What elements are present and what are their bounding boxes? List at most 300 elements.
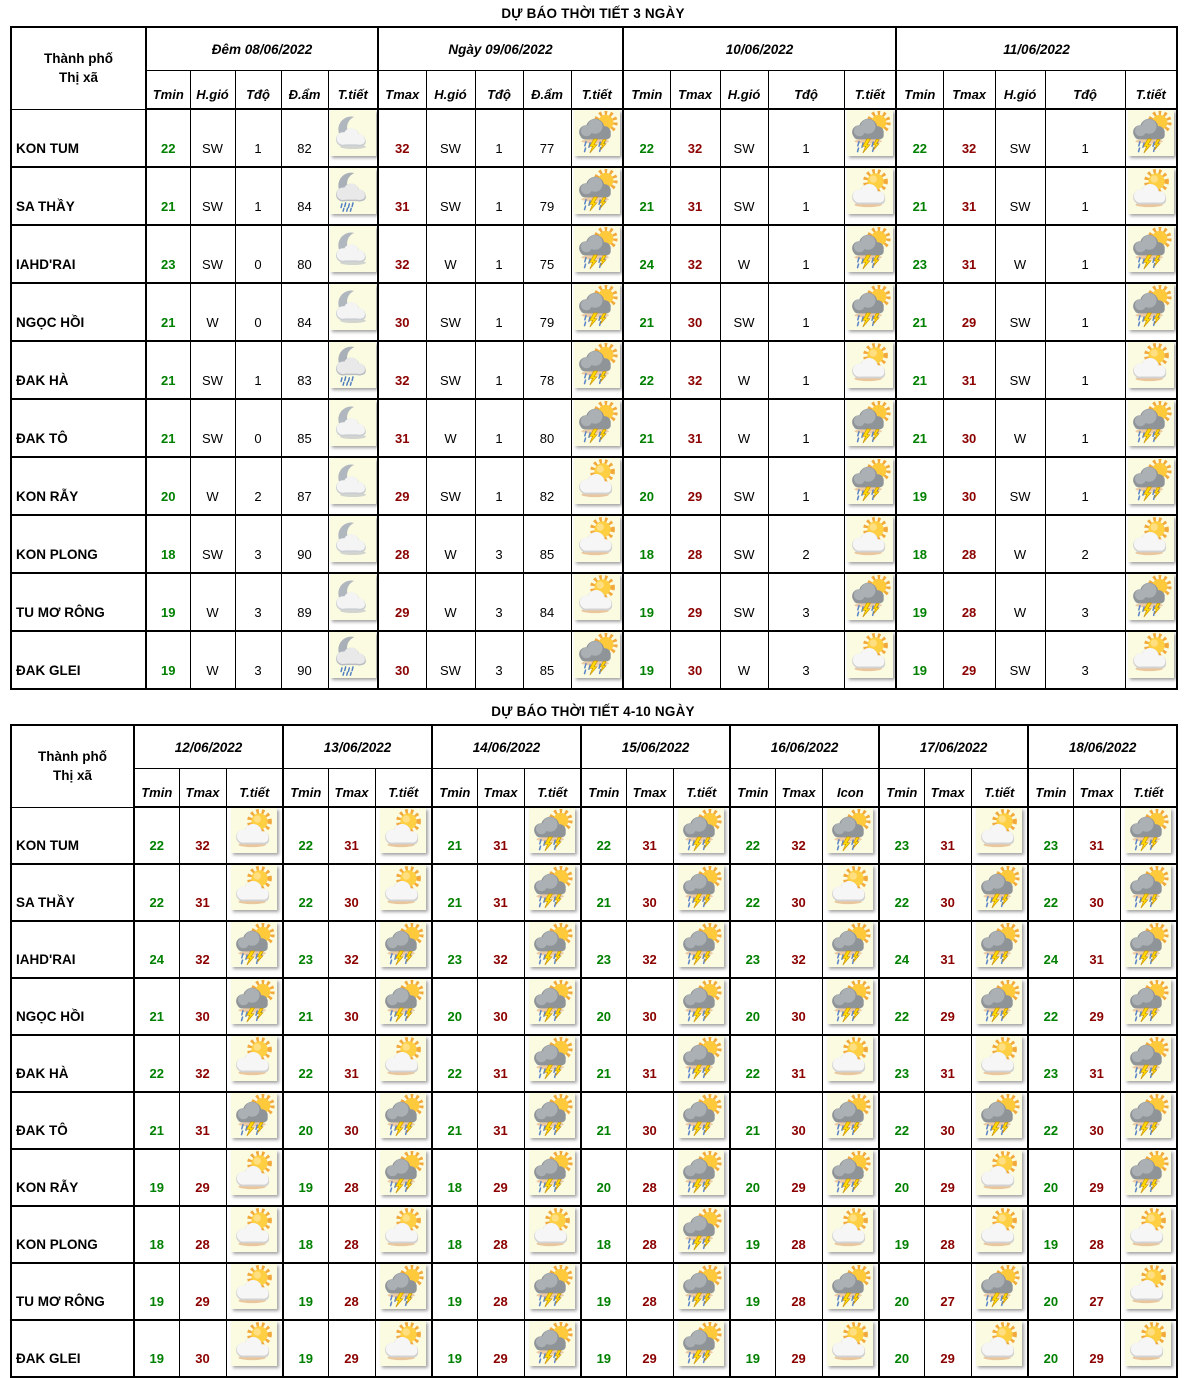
weather-icon-cell [844,399,896,457]
weather-icon-cell [1125,341,1177,399]
thunderstorm-icon [847,110,893,156]
tmax-cell: 29 [378,573,426,631]
humidity-cell: 89 [281,573,328,631]
tmin-cell: 18 [432,1206,477,1263]
table-row [11,921,1177,978]
thunderstorm-icon [1125,1093,1171,1138]
weather-icon-cell [844,457,896,515]
tmin-cell: 24 [623,225,670,283]
thunderstorm-icon [380,1093,426,1138]
night-cloud-icon [330,458,376,504]
sun-cloud-icon [574,574,620,620]
weather-icon-cell [328,399,378,457]
weather-icon-cell [328,515,378,573]
forecast-3day-title: DỰ BÁO THỜI TIẾT 3 NGÀY [501,6,685,21]
weather-icon-cell [844,631,896,689]
tmin-cell: 19 [896,457,943,515]
thunderstorm-icon [678,1150,724,1195]
thunderstorm-icon [976,922,1022,967]
weather-icon-cell [673,1035,730,1092]
tmin-cell: 19 [1028,1206,1073,1263]
weather-icon-cell [328,283,378,341]
thunderstorm-icon [574,168,620,214]
wind-direction-cell: W [995,399,1045,457]
tmax-cell: 29 [1073,978,1120,1035]
tmax-cell: 30 [328,978,375,1035]
night-cloud-icon [330,284,376,330]
sun-cloud-icon [976,1036,1022,1081]
column-header: Tđộ [1045,71,1125,110]
weather-icon-cell [571,457,623,515]
weather-icon-cell [673,1149,730,1206]
city-cell: IAHD'RAI [11,921,134,978]
thunderstorm-icon [529,1264,575,1309]
tmin-cell: 21 [896,399,943,457]
tmin-cell: 23 [283,921,328,978]
wind-direction-cell: SW [995,167,1045,225]
column-header: T.tiết [1120,769,1177,808]
thunderstorm-icon [529,1321,575,1366]
column-header: Tmin [1028,769,1073,808]
tmin-cell: 21 [581,864,626,921]
city-cell: SA THẦY [11,167,146,225]
tmax-cell: 28 [328,1206,375,1263]
weather-icon-cell [226,1263,283,1320]
table-row [11,399,1177,457]
tmax-cell: 28 [943,573,995,631]
weather-icon-cell [971,1263,1028,1320]
tmax-cell: 30 [775,1092,822,1149]
table-row [11,573,1177,631]
thunderstorm-icon [574,632,620,678]
thunderstorm-icon [827,1150,873,1195]
wind-direction-cell: SW [720,457,768,515]
tmin-cell: 22 [432,1035,477,1092]
weather-icon-cell [328,457,378,515]
column-header: Tmin [146,71,190,110]
sun-cloud-icon [847,516,893,562]
tmax-cell: 28 [1073,1206,1120,1263]
weather-icon-cell [375,978,432,1035]
wind-direction-cell: W [190,283,235,341]
column-header: T.tiết [1125,71,1177,110]
thunderstorm-icon [678,808,724,853]
tmax-cell: 30 [626,978,673,1035]
weather-icon-cell [571,225,623,283]
thunderstorm-icon [976,865,1022,910]
tmin-cell: 23 [879,807,924,864]
table-row [11,1206,1177,1263]
thunderstorm-icon [1125,979,1171,1024]
weather-icon-cell [571,399,623,457]
weather-icon-cell [375,864,432,921]
wind-level-cell: 3 [475,515,523,573]
night-rain-icon [330,632,376,678]
wind-direction-cell: SW [995,457,1045,515]
thunderstorm-icon [1125,865,1171,910]
sun-cloud-icon [529,1207,575,1252]
weather-icon-cell [524,1263,581,1320]
tmin-cell: 21 [432,807,477,864]
tmin-cell: 19 [730,1206,775,1263]
weather-icon-cell [226,1092,283,1149]
weather-icon-cell [1125,457,1177,515]
column-header: Tđộ [768,71,844,110]
sun-cloud-icon [976,1207,1022,1252]
weather-icon-cell [524,864,581,921]
date-group-header: Đêm 08/06/2022 [146,27,378,71]
tmax-cell: 32 [943,109,995,167]
night-rain-icon [330,168,376,214]
weather-icon-cell [673,978,730,1035]
tmin-cell: 22 [146,109,190,167]
tmax-cell: 28 [328,1263,375,1320]
weather-icon-cell [524,1320,581,1377]
weather-icon-cell [524,978,581,1035]
tmax-cell: 29 [924,1320,971,1377]
wind-level-cell: 1 [475,283,523,341]
sun-cloud-icon [231,1264,277,1309]
column-header: Icon [822,769,879,808]
tmax-cell: 30 [775,978,822,1035]
weather-icon-cell [226,864,283,921]
tmin-cell: 20 [1028,1263,1073,1320]
thunderstorm-icon [678,1036,724,1081]
tmax-cell: 30 [328,1092,375,1149]
tmax-cell: 29 [775,1149,822,1206]
wind-direction-cell: SW [190,109,235,167]
humidity-cell: 78 [523,341,571,399]
sun-cloud-icon [976,808,1022,853]
tmin-cell: 21 [623,399,670,457]
date-group-header: 13/06/2022 [283,725,432,769]
city-cell: TU MƠ RÔNG [11,573,146,631]
weather-icon-cell [226,921,283,978]
thunderstorm-icon [1128,458,1174,504]
wind-level-cell: 1 [475,167,523,225]
weather-icon-cell [328,225,378,283]
tmin-cell: 19 [896,631,943,689]
weather-icon-cell [822,864,879,921]
sun-cloud-icon [827,1207,873,1252]
tmax-cell: 31 [775,1035,822,1092]
tmin-cell: 19 [432,1320,477,1377]
wind-level-cell: 1 [768,457,844,515]
tmin-cell: 21 [146,167,190,225]
weather-icon-cell [822,921,879,978]
thunderstorm-icon [678,1264,724,1309]
column-header: Tmax [1073,769,1120,808]
weather-icon-cell [1125,167,1177,225]
weather-icon-cell [844,167,896,225]
table-row [11,457,1177,515]
tmin-cell: 20 [879,1149,924,1206]
tmax-cell: 28 [626,1263,673,1320]
tmin-cell: 19 [134,1320,179,1377]
thunderstorm-icon [380,922,426,967]
humidity-cell: 90 [281,631,328,689]
sun-cloud-icon [1128,342,1174,388]
thunderstorm-icon [827,808,873,853]
wind-direction-cell: SW [720,109,768,167]
humidity-cell: 82 [523,457,571,515]
weather-icon-cell [673,807,730,864]
wind-level-cell: 1 [1045,283,1125,341]
weather-icon-cell [1120,1206,1177,1263]
humidity-cell: 85 [523,515,571,573]
tmax-cell: 31 [924,921,971,978]
tmin-cell: 19 [283,1263,328,1320]
humidity-cell: 85 [281,399,328,457]
wind-level-cell: 3 [235,573,281,631]
humidity-cell: 80 [281,225,328,283]
humidity-cell: 90 [281,515,328,573]
tmin-cell: 19 [146,573,190,631]
wind-direction-cell: SW [190,225,235,283]
tmax-cell: 30 [626,864,673,921]
city-cell: ĐAK GLEI [11,631,146,689]
wind-level-cell: 1 [475,109,523,167]
weather-icon-cell [226,807,283,864]
weather-icon-cell [226,1206,283,1263]
thunderstorm-icon [380,1264,426,1309]
column-header: Đ.ẩm [281,71,328,110]
tmin-cell: 23 [730,921,775,978]
tmin-cell: 21 [623,167,670,225]
date-group-header: 11/06/2022 [896,27,1177,71]
thunderstorm-icon [574,284,620,330]
tmin-cell: 21 [146,283,190,341]
weather-icon-cell [571,573,623,631]
table-row [11,1149,1177,1206]
tmin-cell: 18 [134,1206,179,1263]
weather-icon-cell [571,167,623,225]
wind-direction-cell: SW [720,515,768,573]
date-group-header: 12/06/2022 [134,725,283,769]
tmax-cell: 29 [924,978,971,1035]
tmax-cell: 28 [328,1149,375,1206]
tmax-cell: 31 [1073,921,1120,978]
city-cell: KON RẪY [11,1149,134,1206]
tmax-cell: 30 [943,457,995,515]
city-cell: ĐAK GLEI [11,1320,134,1377]
humidity-cell: 83 [281,341,328,399]
tmax-cell: 31 [670,167,720,225]
wind-direction-cell: W [426,573,475,631]
thunderstorm-icon [847,284,893,330]
tmax-cell: 31 [179,864,226,921]
table-row [11,807,1177,864]
weather-icon-cell [375,1206,432,1263]
tmax-cell: 32 [670,341,720,399]
thunderstorm-icon [1128,226,1174,272]
column-header: Tmax [626,769,673,808]
tmax-cell: 31 [328,807,375,864]
wind-level-cell: 1 [1045,341,1125,399]
humidity-cell: 84 [523,573,571,631]
date-group-header: 17/06/2022 [879,725,1028,769]
tmin-cell: 23 [1028,807,1073,864]
table-row [11,515,1177,573]
weather-icon-cell [1125,283,1177,341]
column-header: T.tiết [524,769,581,808]
weather-icon-cell [1125,109,1177,167]
wind-level-cell: 0 [235,225,281,283]
tmin-cell: 22 [1028,864,1073,921]
sun-cloud-icon [847,168,893,214]
thunderstorm-icon [678,922,724,967]
tmin-cell: 20 [146,457,190,515]
weather-icon-cell [226,1320,283,1377]
city-cell: KON TUM [11,109,146,167]
wind-direction-cell: SW [190,515,235,573]
city-cell: KON RẪY [11,457,146,515]
night-cloud-icon [330,110,376,156]
tmin-cell: 18 [432,1149,477,1206]
sun-cloud-icon [1125,1207,1171,1252]
tmax-cell: 29 [179,1263,226,1320]
tmax-cell: 30 [924,864,971,921]
thunderstorm-icon [678,979,724,1024]
city-cell: NGỌC HỒI [11,978,134,1035]
tmax-cell: 31 [378,399,426,457]
weather-icon-cell [571,283,623,341]
wind-level-cell: 3 [768,631,844,689]
wind-level-cell: 1 [768,109,844,167]
wind-direction-cell: W [426,225,475,283]
table-row [11,167,1177,225]
column-header: Tmax [179,769,226,808]
tmax-cell: 31 [670,399,720,457]
sun-cloud-icon [976,1321,1022,1366]
tmin-cell: 21 [432,1092,477,1149]
weather-icon-cell [328,167,378,225]
wind-level-cell: 3 [235,631,281,689]
tmax-cell: 29 [670,573,720,631]
tmax-cell: 30 [775,864,822,921]
tmin-cell: 21 [146,341,190,399]
sun-cloud-icon [231,865,277,910]
thunderstorm-icon [1125,808,1171,853]
thunderstorm-icon [976,979,1022,1024]
tmin-cell: 22 [879,864,924,921]
weather-icon-cell [844,573,896,631]
tmax-cell: 29 [626,1320,673,1377]
tmax-cell: 29 [943,283,995,341]
column-header: T.tiết [328,71,378,110]
wind-direction-cell: SW [720,283,768,341]
thunderstorm-icon [529,979,575,1024]
sun-cloud-icon [231,1036,277,1081]
tmin-cell: 22 [1028,978,1073,1035]
weather-icon-cell [822,1206,879,1263]
humidity-cell: 77 [523,109,571,167]
tmin-cell: 22 [879,1092,924,1149]
weather-icon-cell [328,109,378,167]
tmin-cell: 19 [623,631,670,689]
tmin-cell: 20 [432,978,477,1035]
wind-level-cell: 3 [1045,631,1125,689]
tmin-cell: 19 [581,1320,626,1377]
sun-cloud-icon [380,1207,426,1252]
wind-level-cell: 0 [235,399,281,457]
tmin-cell: 22 [283,1035,328,1092]
tmin-cell: 21 [146,399,190,457]
wind-direction-cell: W [190,573,235,631]
tmax-cell: 28 [775,1263,822,1320]
column-header: Tmin [134,769,179,808]
table-row [11,1320,1177,1377]
thunderstorm-icon [1125,1036,1171,1081]
tmin-cell: 19 [730,1320,775,1377]
wind-level-cell: 1 [475,399,523,457]
sun-cloud-icon [1128,168,1174,214]
wind-direction-cell: W [426,399,475,457]
weather-icon-cell [524,1206,581,1263]
tmin-cell: 20 [623,457,670,515]
tmin-cell: 18 [623,515,670,573]
column-header: Đ.ẩm [523,71,571,110]
wind-direction-cell: W [995,515,1045,573]
tmin-cell: 21 [896,167,943,225]
wind-level-cell: 2 [1045,515,1125,573]
tmin-cell: 21 [283,978,328,1035]
thunderstorm-icon [574,110,620,156]
weather-icon-cell [673,1320,730,1377]
weather-icon-cell [673,1263,730,1320]
tmax-cell: 30 [626,1092,673,1149]
night-cloud-icon [330,516,376,562]
weather-icon-cell [673,864,730,921]
wind-level-cell: 1 [475,457,523,515]
column-header: Tmax [670,71,720,110]
wind-level-cell: 3 [768,573,844,631]
tmax-cell: 31 [477,864,524,921]
tmax-cell: 29 [775,1320,822,1377]
weather-icon-cell [375,1149,432,1206]
column-header: Tmin [879,769,924,808]
sun-cloud-icon [1128,516,1174,562]
humidity-cell: 79 [523,167,571,225]
table-row [11,1092,1177,1149]
tmax-cell: 32 [670,109,720,167]
tmin-cell: 20 [1028,1320,1073,1377]
humidity-cell: 84 [281,283,328,341]
table-row [11,225,1177,283]
tmin-cell: 19 [283,1320,328,1377]
tmax-cell: 28 [477,1206,524,1263]
tmax-cell: 28 [943,515,995,573]
tmin-cell: 21 [730,1092,775,1149]
wind-direction-cell: SW [720,167,768,225]
sun-cloud-icon [231,1150,277,1195]
night-cloud-icon [330,400,376,446]
tmax-cell: 30 [670,283,720,341]
weather-icon-cell [226,978,283,1035]
column-header: Tđộ [475,71,523,110]
thunderstorm-icon [529,1036,575,1081]
tmax-cell: 31 [943,225,995,283]
weather-icon-cell [971,1320,1028,1377]
city-header-line2: Thị xã [52,768,92,784]
weather-icon-cell [844,283,896,341]
forecast-3day-table [10,26,1178,690]
wind-level-cell: 1 [235,341,281,399]
tmin-cell: 18 [283,1206,328,1263]
tmax-cell: 32 [378,109,426,167]
tmax-cell: 28 [626,1206,673,1263]
tmin-cell: 19 [134,1263,179,1320]
